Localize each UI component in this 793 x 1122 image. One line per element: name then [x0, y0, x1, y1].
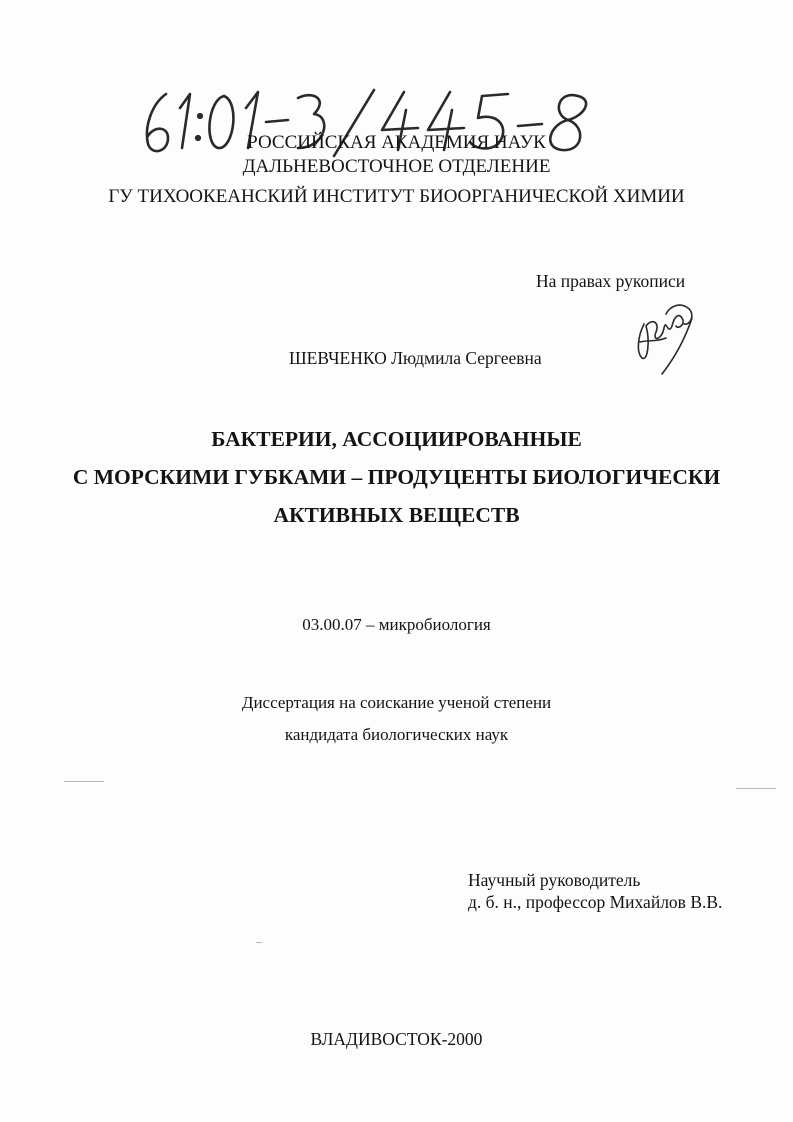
- specialty-code: 03.00.07 – микробиология: [302, 615, 491, 634]
- title-line-2: С МОРСКИМИ ГУБКАМИ – ПРОДУЦЕНТЫ БИОЛОГИЧЕСКИ: [72, 465, 721, 489]
- degree-line-1: Диссертация на соискание ученой степени: [241, 693, 552, 712]
- signature: [626, 296, 706, 376]
- title-line-1: БАКТЕРИИ, АССОЦИИРОВАННЫЕ: [211, 427, 582, 451]
- supervisor-label: Научный руководитель: [468, 870, 641, 890]
- degree-line-2: кандидата биологических наук: [284, 725, 509, 744]
- scan-artifact: [64, 781, 104, 782]
- scan-artifact: [256, 942, 262, 943]
- institution-line-1: РОССИЙСКАЯ АКАДЕМИЯ НАУК: [247, 132, 546, 153]
- title-line-3: АКТИВНЫХ ВЕЩЕСТВ: [273, 503, 520, 527]
- scan-artifact: [736, 788, 776, 789]
- city-year: ВЛАДИВОСТОК-2000: [310, 1029, 483, 1049]
- manuscript-rights-note: На правах рукописи: [536, 271, 686, 291]
- institution-line-2: ДАЛЬНЕВОСТОЧНОЕ ОТДЕЛЕНИЕ: [242, 156, 551, 177]
- institution-line-3: ГУ ТИХООКЕАНСКИЙ ИНСТИТУТ БИООРГАНИЧЕСКОЙ ХИМИИ: [108, 186, 685, 207]
- author-name: ШЕВЧЕНКО Людмила Сергеевна: [289, 348, 542, 368]
- supervisor-name: д. б. н., профессор Михайлов В.В.: [468, 892, 723, 912]
